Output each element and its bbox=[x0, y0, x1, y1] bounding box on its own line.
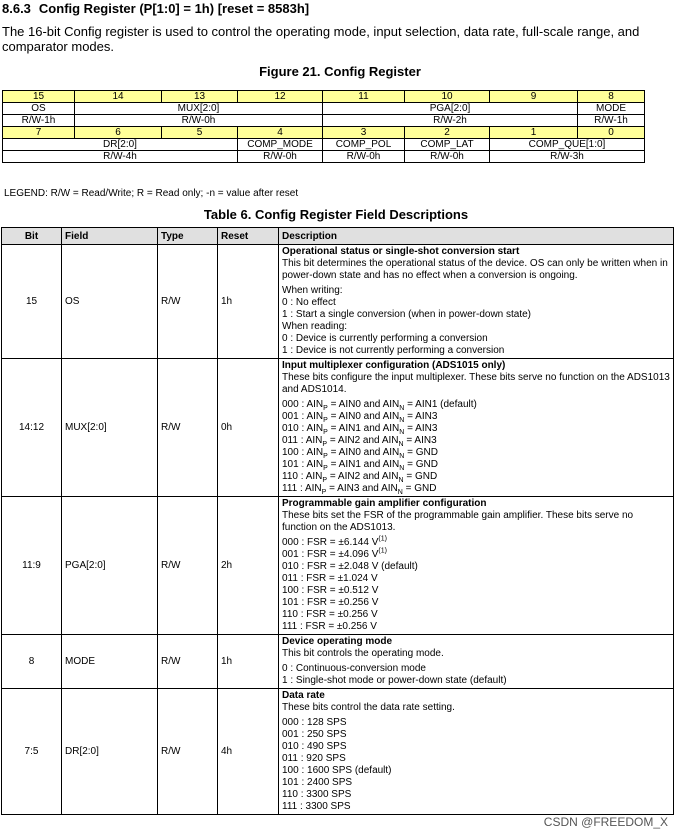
field-os: OS bbox=[3, 103, 75, 115]
access-dr: R/W-4h bbox=[3, 151, 238, 163]
row-description bbox=[279, 635, 674, 689]
description-text: These bits control the data rate setting. bbox=[282, 702, 455, 713]
bit-number: 0 bbox=[578, 127, 645, 139]
row-reset: 1h bbox=[218, 635, 279, 689]
description-line: 010 : $AIN_P = AIN1$ and $AIN_N = AIN3$ bbox=[282, 423, 438, 436]
bit-number: 11 bbox=[323, 91, 405, 103]
row-description bbox=[279, 497, 674, 635]
access-os: R/W-1h bbox=[3, 115, 75, 127]
row-bit: 7:5 bbox=[2, 689, 62, 815]
bit-number: 13 bbox=[162, 91, 238, 103]
row-field: MUX[2:0] bbox=[62, 359, 158, 497]
field-comp-pol: COMP_POL bbox=[323, 139, 405, 151]
bit-number: 12 bbox=[238, 91, 323, 103]
description-line: 011 : $AIN_P = AIN2$ and $AIN_N = AIN3$ bbox=[282, 435, 437, 448]
high-access-row bbox=[3, 115, 645, 127]
description-line: 100 : $AIN_P = AIN0$ and $AIN_N$ = GND bbox=[282, 447, 438, 460]
header-description: Description bbox=[279, 228, 674, 245]
description-line: 1 : Device is not currently performing a conversion bbox=[282, 345, 505, 356]
access-comp-lat: R/W-0h bbox=[405, 151, 490, 163]
description-line: 001 : 250 SPS bbox=[282, 729, 347, 740]
low-bit-row bbox=[3, 127, 645, 139]
description-line: 001 : $AIN_P = AIN0$ and $AIN_N = AIN3$ bbox=[282, 411, 438, 424]
row-bit: 15 bbox=[2, 245, 62, 359]
access-mode: R/W-1h bbox=[578, 115, 645, 127]
description-line: When reading: bbox=[282, 321, 348, 332]
low-field-row bbox=[3, 139, 645, 151]
bit-number: 6 bbox=[75, 127, 162, 139]
high-field-row bbox=[3, 103, 645, 115]
table-row bbox=[2, 689, 674, 815]
description-line: 110 : $AIN_P = AIN2$ and $AIN_N$ = GND bbox=[282, 471, 438, 484]
description-line: 000 : $AIN_P = AIN0$ and $AIN_N = AIN1$ (default) bbox=[282, 399, 477, 412]
description-title: Device operating mode bbox=[282, 636, 393, 647]
description-line: 000 : FSR = ±6.144 $V^{(1)}$ bbox=[282, 535, 387, 548]
description-line: 101 : 2400 SPS bbox=[282, 777, 353, 788]
bit-number: 14 bbox=[75, 91, 162, 103]
row-description bbox=[279, 245, 674, 359]
description-line: 111 : FSR = ±0.256 V bbox=[282, 621, 377, 632]
register-legend: LEGEND: R/W = Read/Write; R = Read only; -n = value after reset bbox=[4, 188, 299, 199]
description-title: Input multiplexer configuration (ADS1015 only) bbox=[282, 360, 506, 371]
row-reset: 1h bbox=[218, 245, 279, 359]
header-type: Type bbox=[158, 228, 218, 245]
description-line: 0 : No effect bbox=[282, 297, 336, 308]
description-line: 111 : 3300 SPS bbox=[282, 801, 351, 812]
table-row bbox=[2, 359, 674, 497]
description-line: 011 : FSR = ±1.024 V bbox=[282, 573, 378, 584]
description-text: This bit controls the operating mode. bbox=[282, 648, 444, 659]
header-field: Field bbox=[62, 228, 158, 245]
field-mode: MODE bbox=[578, 103, 645, 115]
row-description bbox=[279, 359, 674, 497]
field-comp-que: COMP_QUE[1:0] bbox=[490, 139, 645, 151]
description-line: 1 : Single-shot mode or power-down state (default) bbox=[282, 675, 507, 686]
row-field: PGA[2:0] bbox=[62, 497, 158, 635]
section-intro: The 16-bit Config register is used to control the operating mode, input selection, data rate, full-scale range, and comparator modes. bbox=[2, 24, 640, 54]
table-header-row bbox=[2, 228, 674, 245]
high-bit-row bbox=[3, 91, 645, 103]
row-field: OS bbox=[62, 245, 158, 359]
table-row bbox=[2, 635, 674, 689]
figure-title: Figure 21. Config Register bbox=[259, 64, 421, 79]
section-title: Config Register (P[1:0] = 1h) [reset = 8583h] bbox=[38, 1, 310, 16]
description-line: 010 : 490 SPS bbox=[282, 741, 347, 752]
access-comp-pol: R/W-0h bbox=[323, 151, 405, 163]
field-comp-lat: COMP_LAT bbox=[405, 139, 490, 151]
row-description bbox=[279, 689, 674, 815]
description-line: 011 : 920 SPS bbox=[282, 753, 346, 764]
bit-number: 10 bbox=[405, 91, 490, 103]
description-line: 0 : Device is currently performing a conversion bbox=[282, 333, 488, 344]
register-diagram bbox=[2, 90, 645, 163]
description-line: 101 : $AIN_P = AIN1$ and $AIN_N$ = GND bbox=[282, 459, 438, 472]
bit-number: 4 bbox=[238, 127, 323, 139]
field-mux: MUX[2:0] bbox=[75, 103, 323, 115]
bit-number: 2 bbox=[405, 127, 490, 139]
description-line: 110 : FSR = ±0.256 V bbox=[282, 609, 378, 620]
section-heading bbox=[2, 1, 309, 16]
bit-number: 3 bbox=[323, 127, 405, 139]
row-type: R/W bbox=[158, 635, 218, 689]
bit-number: 8 bbox=[578, 91, 645, 103]
row-reset: 0h bbox=[218, 359, 279, 497]
row-bit: 8 bbox=[2, 635, 62, 689]
field-pga: PGA[2:0] bbox=[323, 103, 578, 115]
header-reset: Reset bbox=[218, 228, 279, 245]
bit-number: 1 bbox=[490, 127, 578, 139]
row-field: DR[2:0] bbox=[62, 689, 158, 815]
description-text: This bit determines the operational status of the device. OS can only be written when in power-down state and has no effect when a conversion is ongoing. bbox=[282, 258, 668, 281]
description-title: Programmable gain amplifier configuration bbox=[282, 498, 487, 509]
field-comp-mode: COMP_MODE bbox=[238, 139, 323, 151]
access-mux: R/W-0h bbox=[75, 115, 323, 127]
row-type: R/W bbox=[158, 689, 218, 815]
access-comp-que: R/W-3h bbox=[490, 151, 645, 163]
watermark: CSDN @FREEDOM_X bbox=[543, 815, 668, 829]
section-number: 8.6.3 bbox=[2, 1, 31, 16]
row-field: MODE bbox=[62, 635, 158, 689]
description-line: 100 : FSR = ±0.512 V bbox=[282, 585, 379, 596]
low-access-row bbox=[3, 151, 645, 163]
description-line: 110 : 3300 SPS bbox=[282, 789, 352, 800]
row-type: R/W bbox=[158, 245, 218, 359]
row-reset: 2h bbox=[218, 497, 279, 635]
description-line: When writing: bbox=[282, 285, 343, 296]
description-title: Operational status or single-shot conversion start bbox=[282, 246, 520, 257]
row-type: R/W bbox=[158, 497, 218, 635]
description-line: 101 : FSR = ±0.256 V bbox=[282, 597, 379, 608]
description-line: 000 : 128 SPS bbox=[282, 717, 347, 728]
access-pga: R/W-2h bbox=[323, 115, 578, 127]
description-text: These bits set the FSR of the programmable gain amplifier. These bits serve no function on the ADS1013. bbox=[282, 510, 634, 533]
description-line: 010 : FSR = ±2.048 V (default) bbox=[282, 561, 418, 572]
bit-number: 7 bbox=[3, 127, 75, 139]
bit-number: 5 bbox=[162, 127, 238, 139]
row-type: R/W bbox=[158, 359, 218, 497]
bit-number: 15 bbox=[3, 91, 75, 103]
description-line: 111 : $AIN_P = AIN3$ and $AIN_N$ = GND bbox=[282, 483, 437, 496]
header-bit: Bit bbox=[2, 228, 62, 245]
description-title: Data rate bbox=[282, 690, 325, 701]
description-line: 1 : Start a single conversion (when in power-down state) bbox=[282, 309, 532, 320]
bit-number: 9 bbox=[490, 91, 578, 103]
row-bit: 14:12 bbox=[2, 359, 62, 497]
description-text: These bits configure the input multiplexer. These bits serve no function on the ADS1013 and ADS1014. bbox=[282, 372, 670, 395]
description-line: 0 : Continuous-conversion mode bbox=[282, 663, 426, 674]
field-dr: DR[2:0] bbox=[3, 139, 238, 151]
table-title: Table 6. Config Register Field Descriptions bbox=[203, 207, 469, 222]
table-row bbox=[2, 245, 674, 359]
description-line: 001 : FSR = ±4.096 $V^{(1)}$ bbox=[282, 547, 387, 560]
field-descriptions-table bbox=[1, 227, 674, 815]
table-row bbox=[2, 497, 674, 635]
row-reset: 4h bbox=[218, 689, 279, 815]
access-comp-mode: R/W-0h bbox=[238, 151, 323, 163]
description-line: 100 : 1600 SPS (default) bbox=[282, 765, 392, 776]
row-bit: 11:9 bbox=[2, 497, 62, 635]
